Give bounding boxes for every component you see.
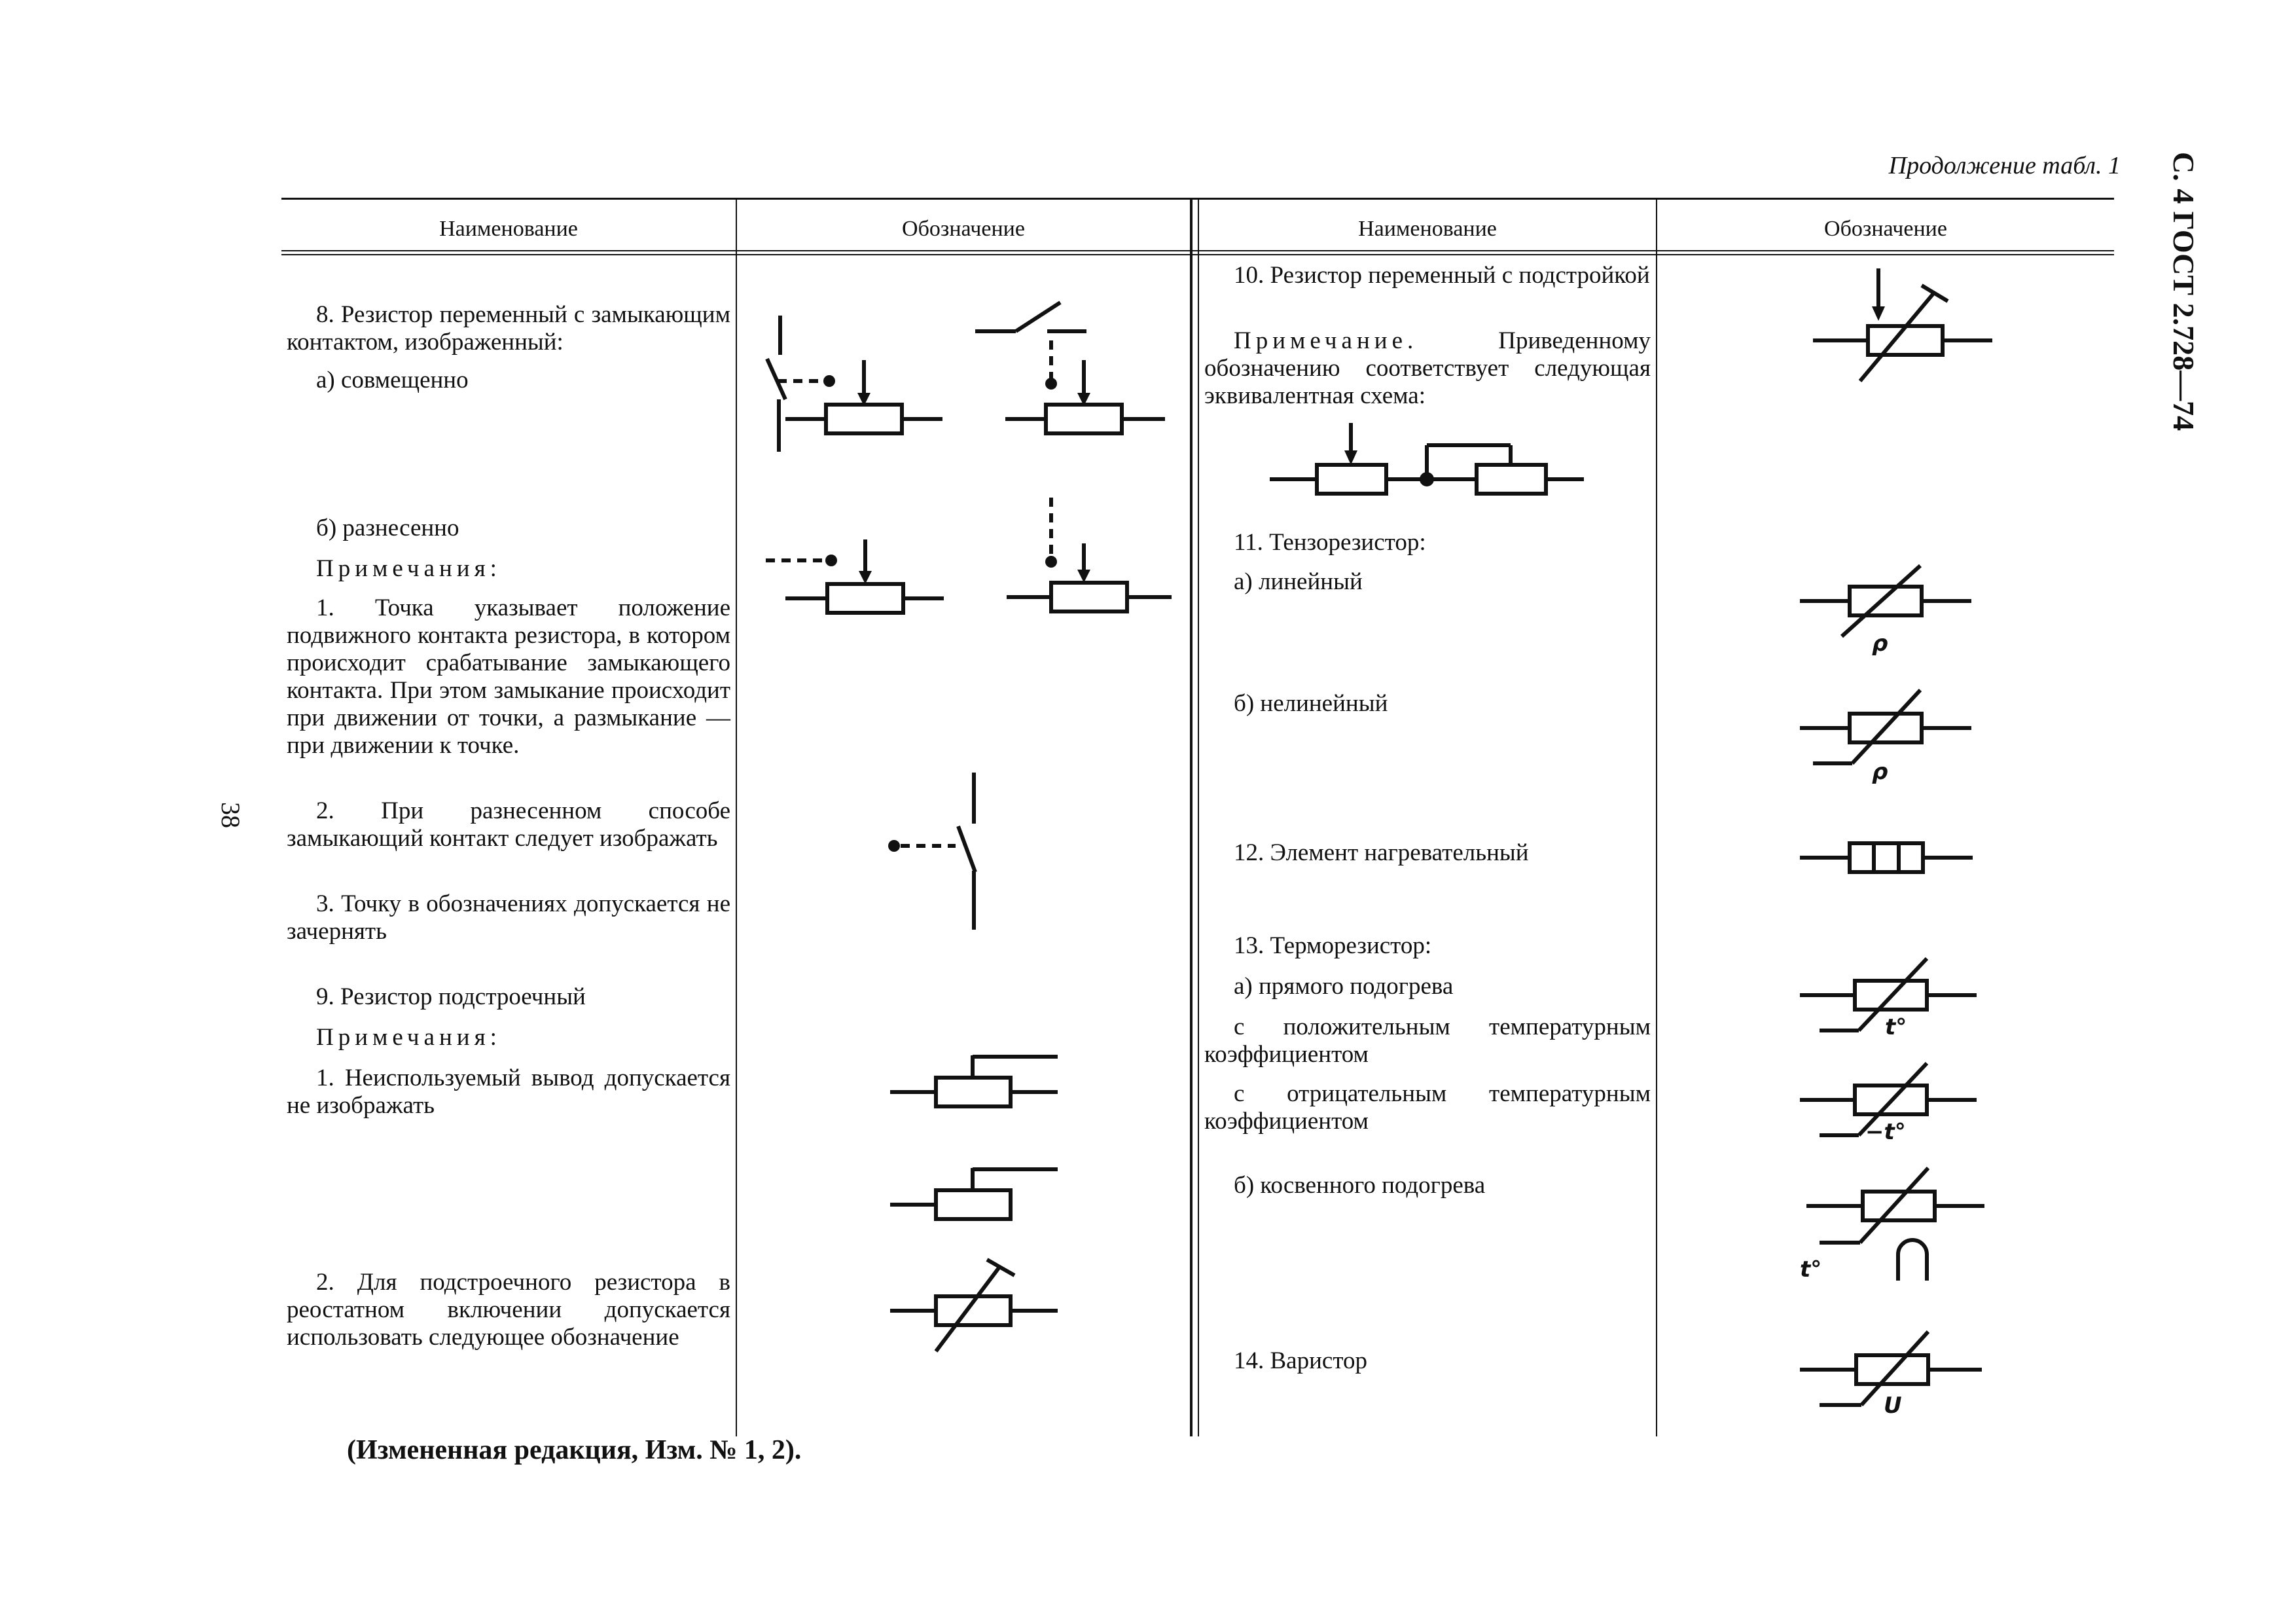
column-divider xyxy=(1656,198,1657,1436)
header-name-left: Наименование xyxy=(439,217,578,241)
trimmer-rheostat-icon xyxy=(890,1257,1067,1362)
item10-title: 10. Резистор переменный с подстройкой xyxy=(1234,262,1650,289)
center-divider xyxy=(1190,198,1193,1436)
item11-title: 11. Тензорезистор: xyxy=(1234,529,1426,556)
item14-title: 14. Варистор xyxy=(1234,1347,1368,1374)
thermistor-positive-icon xyxy=(1800,956,1990,1054)
closing-contact-icon xyxy=(877,766,995,936)
document-side-title: С. 4 ГОСТ 2.728—74 xyxy=(2167,152,2200,431)
item13-title: 13. Терморезистор: xyxy=(1234,932,1432,959)
item9-notes-label: Примечания: xyxy=(316,1024,501,1051)
item8-b: б) разнесенно xyxy=(316,515,459,541)
item9-title: 9. Резистор подстроечный xyxy=(316,983,586,1010)
item9-note-1: 1. Неиспользуемый вывод допускается не изображать xyxy=(287,1065,730,1119)
heating-element-icon xyxy=(1800,831,1983,884)
header-symbol-right: Обозначение xyxy=(1824,217,1947,241)
center-divider-2 xyxy=(1198,198,1199,1436)
note-2: 2. При разнесенном способе замыкающий контакт следует изображать xyxy=(287,797,730,852)
variable-resistor-contact-separate-2-icon xyxy=(1001,498,1185,629)
thermistor-negative-icon xyxy=(1800,1061,1990,1159)
item11-b: б) нелинейный xyxy=(1234,690,1388,717)
item10-note-label: Примечание. xyxy=(1234,327,1418,354)
voltage-label: U xyxy=(1884,1393,1902,1419)
item13-positive: с положительным температурным коэффициентом xyxy=(1204,1013,1651,1068)
item10-note-text: Приведенному обозначению соответствует следующая эквивалентная схема: xyxy=(1204,327,1651,409)
item8-a: а) совмещенно xyxy=(316,367,469,393)
header-name-right: Наименование xyxy=(1358,217,1497,241)
variable-trimming-resistor-icon xyxy=(1813,268,1996,399)
item13-a: а) прямого подогрева xyxy=(1234,973,1454,1000)
notes-label: Примечания: xyxy=(316,555,501,582)
item13-negative: с отрицательным температурным коэффициентом xyxy=(1204,1080,1651,1135)
page-number: 38 xyxy=(216,802,245,828)
rho-label: ρ xyxy=(1872,759,1888,785)
header-symbol-left: Обозначение xyxy=(902,217,1025,241)
note-3: 3. Точку в обозначениях допускается не зачернять xyxy=(287,890,730,945)
item8-title: 8. Резистор переменный с замыкающим контактом, изображенный: xyxy=(287,301,730,356)
item9-note-2: 2. Для подстроечного резистора в реостатном включении допускается использовать следующее обозначение xyxy=(287,1269,730,1351)
column-divider xyxy=(736,198,737,1436)
continuation-label: Продолжение табл. 1 xyxy=(1888,152,2121,179)
negative-temperature-label: −t° xyxy=(1865,1119,1906,1145)
revision-note: (Измененная редакция, Изм. № 1, 2). xyxy=(347,1435,802,1465)
item12-title: 12. Элемент нагревательный xyxy=(1234,839,1529,866)
strain-gauge-nonlinear-icon xyxy=(1800,687,1983,786)
rho-label: ρ xyxy=(1872,630,1888,657)
variable-resistor-contact-combined-2-icon xyxy=(969,295,1178,445)
item11-a: а) линейный xyxy=(1234,568,1363,595)
thermistor-indirect-heating-icon xyxy=(1800,1165,1990,1283)
variable-resistor-contact-combined-1-icon xyxy=(746,308,956,458)
item13-b: б) косвенного подогрева xyxy=(1234,1172,1486,1199)
strain-gauge-linear-icon xyxy=(1800,563,1983,655)
varistor-icon xyxy=(1800,1329,1996,1427)
equivalent-circuit-icon xyxy=(1270,419,1584,498)
temperature-label: t° xyxy=(1885,1014,1907,1040)
trimmer-resistor-unused-lead-icon xyxy=(890,1159,1067,1231)
item10-note xyxy=(1204,327,1651,410)
temperature-label: t° xyxy=(1800,1256,1822,1283)
note-1: 1. Точка указывает положение подвижного контакта резистора, в котором происходит срабатывание замыкающего контакта. При этом замыкание происходит при движении от точки, а размыкание — при движении к точке. xyxy=(287,594,730,759)
variable-resistor-contact-separate-1-icon xyxy=(766,530,949,629)
trimmer-resistor-icon xyxy=(890,1048,1067,1120)
